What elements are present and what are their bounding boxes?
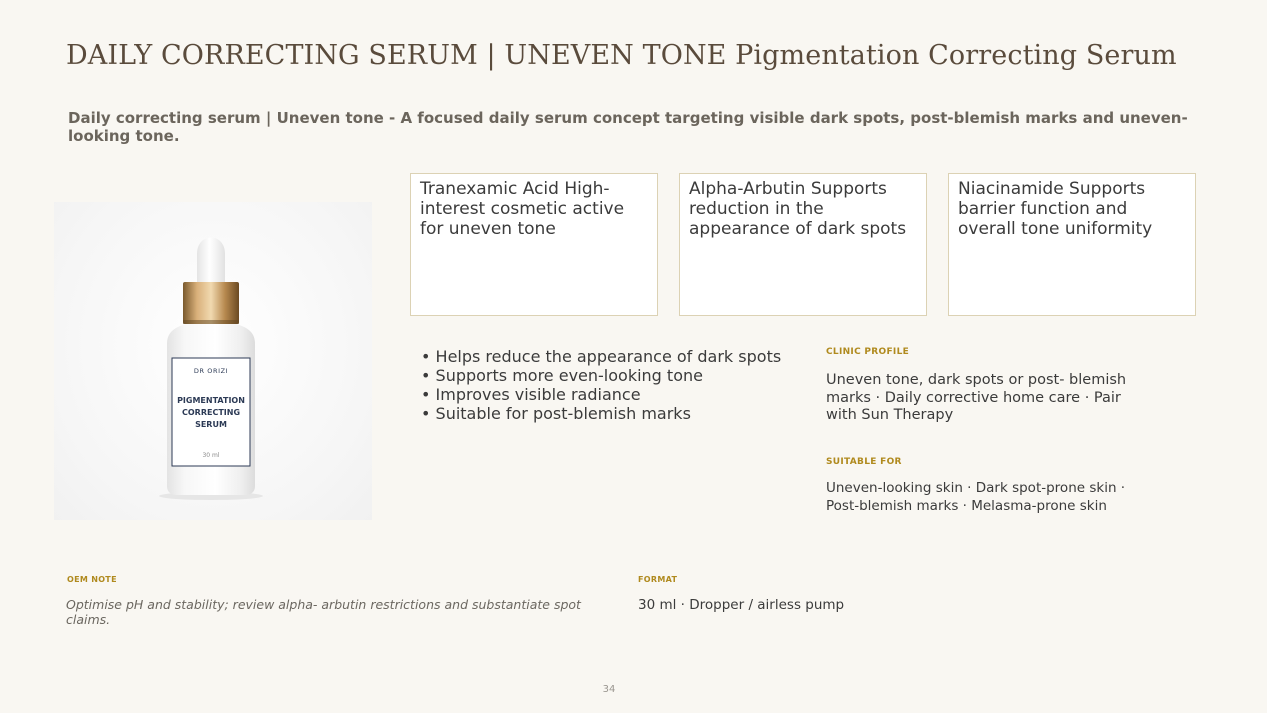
- clinic-profile-label: CLINIC PROFILE: [826, 347, 910, 357]
- product-image: [54, 202, 372, 520]
- suitable-for-text: Uneven-looking skin · Dark spot-prone skin · Post-blemish marks · Melasma-prone skin: [826, 480, 1126, 514]
- benefit-item: • Supports more even-looking tone: [421, 366, 781, 385]
- benefit-item: • Helps reduce the appearance of dark spots: [421, 347, 781, 366]
- bottle-name-line1: PIGMENTATION: [177, 396, 245, 405]
- clinic-profile-text: Uneven tone, dark spots or post- blemish marks · Daily corrective home care · Pair with Sun Therapy: [826, 372, 1127, 423]
- ingredient-card-alpha-arbutin: Alpha-Arbutin Supports reduction in the appearance of dark spots: [679, 173, 927, 316]
- ingredient-card-tranexamic-acid: Tranexamic Acid High-interest cosmetic active for uneven tone: [410, 173, 658, 316]
- oem-note-text: Optimise pH and stability; review alpha- arbutin restrictions and substantiate spot claims.: [66, 597, 581, 627]
- ingredient-card-niacinamide: Niacinamide Supports barrier function and overall tone uniformity: [948, 173, 1196, 316]
- bottle-brand-label: DR ORIZI: [193, 367, 229, 375]
- bottle-volume-label: 30 ml: [202, 452, 220, 459]
- bottle-name-line3: SERUM: [195, 420, 227, 429]
- oem-note-label: OEM NOTE: [67, 575, 117, 584]
- page-number: 34: [602, 684, 616, 695]
- benefit-item: • Improves visible radiance: [421, 385, 781, 404]
- format-label: FORMAT: [638, 575, 678, 584]
- serum-bottle-illustration: [54, 202, 372, 520]
- format-text: 30 ml · Dropper / airless pump: [638, 597, 845, 613]
- benefit-item: • Suitable for post-blemish marks: [421, 404, 781, 423]
- benefits-list: [421, 347, 781, 423]
- page-title: DAILY CORRECTING SERUM | UNEVEN TONE Pigmentation Correcting Serum: [66, 40, 1177, 71]
- bottle-name-line2: CORRECTING: [181, 408, 241, 417]
- page-subtitle: Daily correcting serum | Uneven tone - A focused daily serum concept targeting visible dark spots, post-blemish marks and uneven-looking tone.: [68, 109, 1188, 145]
- suitable-for-label: SUITABLE FOR: [826, 457, 902, 467]
